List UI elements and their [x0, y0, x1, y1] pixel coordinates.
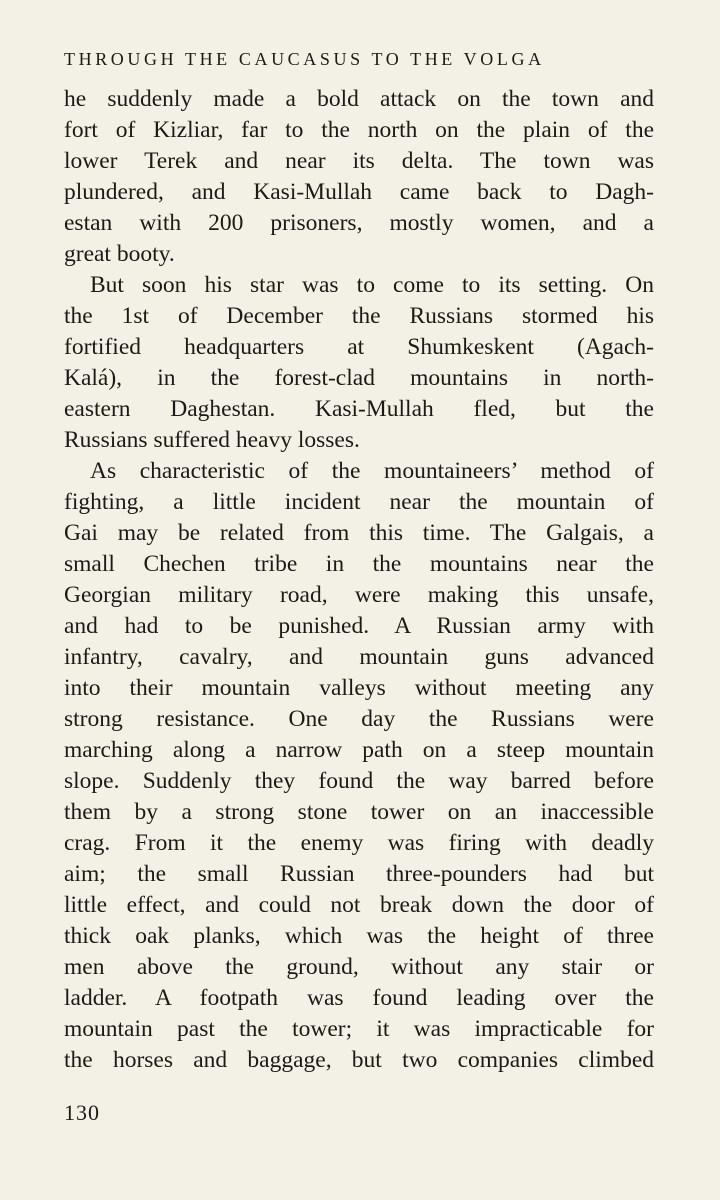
text-line: great booty.: [64, 241, 175, 267]
text-line: marching along a narrow path on a steep mountain: [64, 737, 654, 763]
running-head: THROUGH THE CAUCASUS TO THE VOLGA: [64, 49, 545, 69]
text-line: Russians suffered heavy losses.: [64, 427, 360, 453]
text-line: fortified headquarters at Shumkeskent (Agach-: [64, 334, 654, 360]
text-line: slope. Suddenly they found the way barred before: [64, 768, 654, 794]
paragraph: [64, 270, 654, 456]
text-line: ladder. A footpath was found leading over the: [64, 985, 654, 1011]
text-line: As characteristic of the mountaineers’ method of: [90, 458, 654, 484]
text-line: aim; the small Russian three-pounders had but: [64, 861, 654, 887]
text-line: fort of Kizliar, far to the north on the plain of the: [64, 117, 654, 143]
text-line: infantry, cavalry, and mountain guns advanced: [64, 644, 654, 670]
text-line: men above the ground, without any stair or: [64, 954, 654, 980]
text-line: them by a strong stone tower on an inaccessible: [64, 799, 654, 825]
text-line: he suddenly made a bold attack on the town and: [64, 86, 654, 112]
page-number: 130: [64, 1100, 100, 1125]
text-line: eastern Daghestan. Kasi-Mullah fled, but the: [64, 396, 654, 422]
text-line: mountain past the tower; it was impracticable for: [64, 1016, 654, 1042]
text-line: Kalá), in the forest-clad mountains in north-: [64, 365, 654, 391]
text-line: the 1st of December the Russians stormed his: [64, 303, 654, 329]
body-text: [64, 84, 654, 1076]
text-line: fighting, a little incident near the mountain of: [64, 489, 654, 515]
text-line: little effect, and could not break down the door of: [64, 892, 654, 918]
text-line: lower Terek and near its delta. The town was: [64, 148, 654, 174]
text-line: small Chechen tribe in the mountains near the: [64, 551, 654, 577]
text-line: Georgian military road, were making this unsafe,: [64, 582, 654, 608]
paragraph: [64, 84, 654, 270]
text-line: thick oak planks, which was the height of three: [64, 923, 654, 949]
text-line: plundered, and Kasi-Mullah came back to Dagh-: [64, 179, 654, 205]
text-line: crag. From it the enemy was firing with deadly: [64, 830, 654, 856]
text-line: estan with 200 prisoners, mostly women, and a: [64, 210, 654, 236]
text-line: strong resistance. One day the Russians were: [64, 706, 654, 732]
text-line: into their mountain valleys without meeting any: [64, 675, 654, 701]
paragraph: [64, 456, 654, 1076]
text-line: Gai may be related from this time. The Galgais, a: [64, 520, 654, 546]
text-line: the horses and baggage, but two companies climbed: [64, 1047, 654, 1073]
text-line: and had to be punished. A Russian army with: [64, 613, 654, 639]
text-line: But soon his star was to come to its setting. On: [90, 272, 654, 298]
